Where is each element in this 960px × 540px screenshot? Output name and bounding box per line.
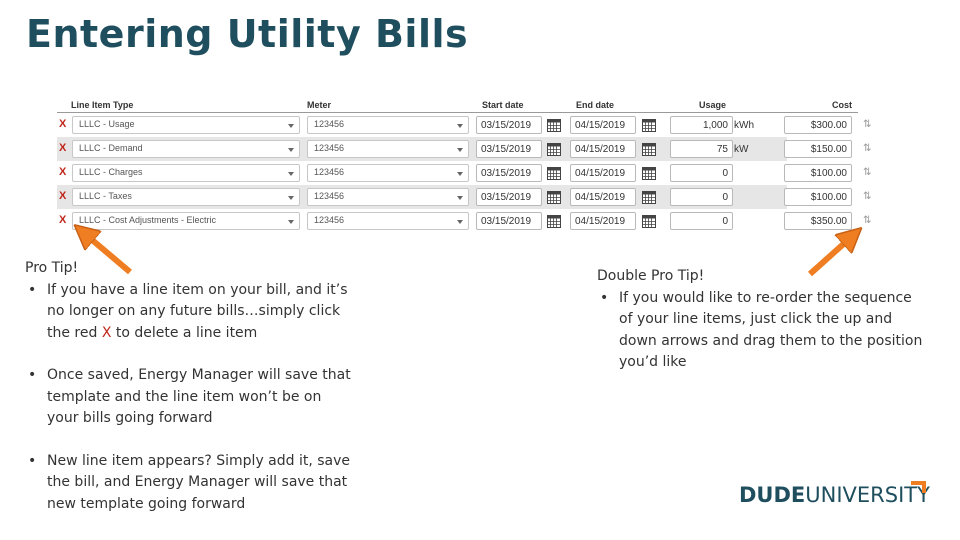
meter-value: 123456: [314, 119, 345, 129]
line-item-type-value: LLLC - Charges: [79, 167, 143, 177]
logo-accent-icon: [910, 481, 927, 493]
meter-value: 123456: [314, 143, 345, 153]
pro-tip-bullet-1: • If you have a line item on your bill, and it’s no longer on any future bills…simply click the red X to delete a line item: [25, 280, 355, 345]
meter-select[interactable]: [307, 140, 469, 158]
delete-row-button[interactable]: X: [59, 142, 67, 154]
chevron-down-icon: [457, 124, 463, 128]
red-x-text: X: [101, 324, 112, 341]
calendar-icon[interactable]: [642, 166, 656, 180]
delete-row-button[interactable]: X: [59, 190, 67, 202]
cost-input[interactable]: $100.00: [784, 164, 852, 182]
calendar-icon[interactable]: [547, 118, 561, 132]
chevron-down-icon: [288, 124, 294, 128]
calendar-icon[interactable]: [547, 190, 561, 204]
meter-value: 123456: [314, 215, 345, 225]
chevron-down-icon: [457, 196, 463, 200]
double-pro-tip-heading: Double Pro Tip!: [597, 268, 705, 284]
end-date-input[interactable]: 04/15/2019: [570, 140, 636, 158]
line-item-type-select[interactable]: [72, 140, 300, 158]
start-date-input[interactable]: 03/15/2019: [476, 164, 542, 182]
utility-bill-table: [57, 97, 872, 237]
usage-input[interactable]: 0: [670, 164, 733, 182]
cost-input[interactable]: $300.00: [784, 116, 852, 134]
calendar-icon[interactable]: [547, 214, 561, 228]
calendar-icon[interactable]: [547, 166, 561, 180]
line-item-type-select[interactable]: [72, 188, 300, 206]
calendar-icon[interactable]: [642, 142, 656, 156]
pro-tip-bullet-2: • Once saved, Energy Manager will save that template and the line item won’t be on your bills going forward: [25, 365, 355, 430]
cost-input[interactable]: $100.00: [784, 188, 852, 206]
calendar-icon[interactable]: [642, 190, 656, 204]
usage-input[interactable]: 1,000: [670, 116, 733, 134]
line-item-type-select[interactable]: [72, 164, 300, 182]
cost-input[interactable]: $350.00: [784, 212, 852, 230]
sort-arrows-icon[interactable]: ⇅: [863, 167, 872, 178]
table-row: [57, 209, 872, 233]
chevron-down-icon: [457, 220, 463, 224]
end-date-input[interactable]: 04/15/2019: [570, 164, 636, 182]
line-item-type-value: LLLC - Demand: [79, 143, 143, 153]
chevron-down-icon: [457, 148, 463, 152]
chevron-down-icon: [288, 196, 294, 200]
sort-arrows-icon[interactable]: ⇅: [863, 215, 872, 226]
usage-input[interactable]: 75: [670, 140, 733, 158]
header-cost: Cost: [832, 100, 852, 110]
page-title: Entering Utility Bills: [26, 12, 469, 56]
delete-row-button[interactable]: X: [59, 118, 67, 130]
table-row: [57, 137, 872, 161]
end-date-input[interactable]: 04/15/2019: [570, 188, 636, 206]
line-item-type-value: LLLC - Cost Adjustments - Electric: [79, 215, 217, 225]
double-pro-tip-bullet-1: • If you would like to re-order the sequence of your line items, just click the up and down arrows and drag them to the position you’d like: [597, 288, 927, 374]
usage-input[interactable]: 0: [670, 188, 733, 206]
sort-arrows-icon[interactable]: ⇅: [863, 143, 872, 154]
pro-tip-bullet-3: • New line item appears? Simply add it, save the bill, and Energy Manager will save that new template going forward: [25, 451, 355, 516]
header-start-date: Start date: [482, 100, 524, 110]
line-item-type-value: LLLC - Usage: [79, 119, 135, 129]
delete-row-button[interactable]: X: [59, 214, 67, 226]
chevron-down-icon: [288, 172, 294, 176]
pro-tip-heading: Pro Tip!: [25, 260, 79, 276]
start-date-input[interactable]: 03/15/2019: [476, 116, 542, 134]
meter-select[interactable]: [307, 188, 469, 206]
meter-select[interactable]: [307, 116, 469, 134]
table-header: [57, 97, 858, 113]
start-date-input[interactable]: 03/15/2019: [476, 140, 542, 158]
table-row: [57, 161, 872, 185]
meter-select[interactable]: [307, 212, 469, 230]
usage-unit: kW: [734, 144, 749, 155]
line-item-type-select[interactable]: [72, 116, 300, 134]
calendar-icon[interactable]: [642, 214, 656, 228]
meter-value: 123456: [314, 191, 345, 201]
header-line-item-type: Line Item Type: [71, 100, 134, 110]
header-meter: Meter: [307, 100, 332, 110]
header-end-date: End date: [576, 100, 615, 110]
dude-university-logo: DUDEUNIVERSITY: [739, 483, 930, 507]
meter-value: 123456: [314, 167, 345, 177]
chevron-down-icon: [457, 172, 463, 176]
calendar-icon[interactable]: [642, 118, 656, 132]
header-usage: Usage: [699, 100, 727, 110]
table-row: [57, 185, 872, 209]
chevron-down-icon: [288, 220, 294, 224]
start-date-input[interactable]: 03/15/2019: [476, 212, 542, 230]
meter-select[interactable]: [307, 164, 469, 182]
line-item-type-value: LLLC - Taxes: [79, 191, 132, 201]
start-date-input[interactable]: 03/15/2019: [476, 188, 542, 206]
sort-arrows-icon[interactable]: ⇅: [863, 119, 872, 130]
end-date-input[interactable]: 04/15/2019: [570, 116, 636, 134]
cost-input[interactable]: $150.00: [784, 140, 852, 158]
table-row: [57, 113, 872, 137]
line-item-type-select[interactable]: [72, 212, 300, 230]
usage-unit: kWh: [734, 120, 754, 131]
chevron-down-icon: [288, 148, 294, 152]
calendar-icon[interactable]: [547, 142, 561, 156]
usage-input[interactable]: 0: [670, 212, 733, 230]
end-date-input[interactable]: 04/15/2019: [570, 212, 636, 230]
pro-tip-block: [25, 258, 355, 515]
sort-arrows-icon[interactable]: ⇅: [863, 191, 872, 202]
delete-row-button[interactable]: X: [59, 166, 67, 178]
double-pro-tip-block: [597, 266, 927, 374]
